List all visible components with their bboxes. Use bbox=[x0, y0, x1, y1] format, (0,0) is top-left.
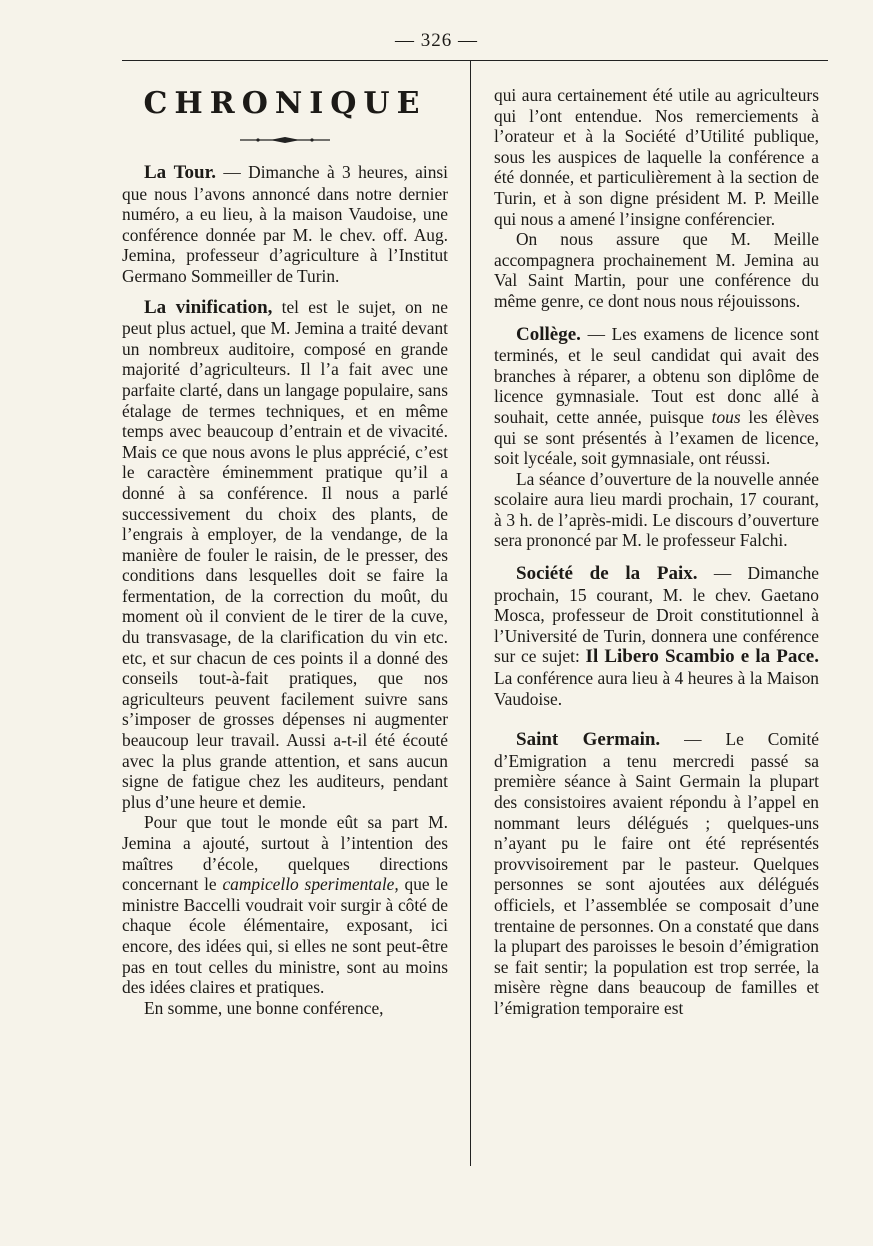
article-college bbox=[494, 324, 819, 469]
paragraph-pour-que bbox=[122, 812, 448, 997]
text-college-a: — Les examens de licence sont terminés, et le seul candidat qui avait des branches à réparer, a obtenu son diplôme de licence gymnasiale. Tout est donc allé à souhait, cette année, puisque bbox=[494, 323, 819, 427]
page-number: — 326 — bbox=[395, 30, 478, 51]
heading-vinification: La vinification, bbox=[144, 296, 273, 318]
text-societe-bold: Il Libero Scambio e la Pace. bbox=[585, 646, 819, 668]
heading-la-tour: La Tour. bbox=[144, 162, 217, 183]
column-divider bbox=[470, 61, 471, 1166]
header-rule bbox=[122, 60, 828, 61]
article-vinification bbox=[122, 297, 448, 813]
right-column bbox=[494, 85, 819, 1019]
paragraph-on-nous-assure: On nous assure que M. Meille accompagnera prochainement M. Jemina au Val Saint Martin, pour une conférence du même genre, ce dont nous nous réjouissons. bbox=[494, 229, 819, 311]
article-la-tour bbox=[122, 162, 448, 287]
text-societe-b: La conférence aura lieu à 4 heures à la Maison Vaudoise. bbox=[494, 668, 819, 709]
text-college-b: les élèves qui se sont présentés à l’examen de licence, soit lycéale, soit gymnasiale, ont réussi. bbox=[494, 406, 820, 469]
masthead bbox=[122, 86, 448, 162]
paragraph-en-somme: En somme, une bonne conférence, bbox=[144, 997, 384, 1018]
text-vinification: tel est le sujet, on ne peut plus actuel, que M. Jemina a traité devant un nombreux auditoire, composé en grande majorité d’agriculteurs. Il l’a fait avec une parfaite clarté, dans un langage populaire, sans étalage de termes techniques, et en même temps avec beaucoup d’entrain et de vivacité. Mais ce que nous avons le plus apprécié, c’est le caractère éminemment pratique qu’il a donné à sa conférence. Il nous a parlé successivement du choix des plants, de l’engrais à employer, de la vendange, de la manière de fouler le raisin, de le presser, des conditions dans lesquelles doit se faire la fermentation, de la correction du moût, du moment où il convient de le tirer de la cuve, du transvasage, de la clarification du vin etc. etc, et sur chacun de ces points il a donné des conseils tout-à-fait pratiques, que nos agriculteurs peuvent facilement suivre sans s’imposer de grosses dépenses ni augmenter beaucoup leur travail. Aussi a-t-il été écouté avec la plus grande attention, et sans aucun signe de fatigue chez les auditeurs, pendant plus d’une heure et demie. bbox=[122, 296, 448, 812]
ornament-rule bbox=[240, 136, 330, 144]
text-pour-que-b: que le ministre Baccelli voudrait voir surgir à côté de chaque école élémentaire, exposant, ici encore, des idées qui, si elles ne sont peut-être pas en tout celles du ministre, sont au moins des idées claires et pratiques. bbox=[122, 874, 449, 998]
masthead-title: CHRONIQUE bbox=[143, 86, 427, 121]
paragraph-continuation: qui aura certainement été utile au agriculteurs qui l’ont entendue. Nos remerciements à l’orateur et à la Société d’Utilité publique, sous les auspices de laquelle la conférence a été donnée, et particulièrement à la section de Turin, et à son digne président M. P. Meille qui nous a amené l’insigne conférencier. bbox=[494, 85, 819, 229]
article-societe-paix bbox=[494, 563, 819, 709]
text-saint-germain: — Le Comité d’Emigration a tenu mercredi passé sa première séance à Saint Germain la plupart des consistoires avaient répondu à l’appel en nommant leurs délégués ; quelques-uns n’ayant pu le faire ont été représentés provvisoirement par le pasteur. Quelques personnes se sont ajoutées aux délégués officiels, et l’assemblée se composait d’une trentaine de personnes. On a constaté que dans la plupart des paroisses le besoin d’émigration se fait sentir; la population est trop serrée, la misère règne dans beaucoup de familles et l’émigration temporaire est bbox=[494, 729, 819, 1018]
text-la-tour: — Dimanche à 3 heures, ainsi que nous l’avons annoncé dans notre dernier numéro, a eu lieu, à la maison Vaudoise, une conférence donnée par M. le chev. off. Aug. Jemina, professeur d’agriculture à l’Institut Germano Sommeiller de Turin. bbox=[122, 162, 449, 286]
text-pour-que-italic: campicello sperimentale, bbox=[222, 874, 399, 895]
text-college-italic: tous bbox=[711, 406, 741, 427]
text-pour-que-a: Pour que tout le monde eût sa part M. Jemina a ajouté, surtout à l’intention des maîtres d’école, quelques directions concernant le bbox=[122, 812, 448, 895]
left-column bbox=[122, 84, 448, 1018]
heading-saint-germain: Saint Germain. bbox=[516, 729, 661, 751]
heading-societe-paix: Société de la Paix. bbox=[516, 563, 698, 585]
heading-college: Collège. bbox=[516, 323, 581, 345]
paragraph-seance: La séance d’ouverture de la nouvelle année scolaire aura lieu mardi prochain, 17 courant, à 3 h. de l’après-midi. Le discours d’ouverture sera prononcé par M. le professeur Falchi. bbox=[494, 468, 819, 551]
text-societe-a: — Dimanche prochain, 15 courant, M. le chev. Gaetano Mosca, professeur de Droit constitutionnel à l’Université de Turin, donnera une conférence sur ce sujet: bbox=[494, 563, 819, 667]
article-saint-germain bbox=[494, 729, 819, 1018]
